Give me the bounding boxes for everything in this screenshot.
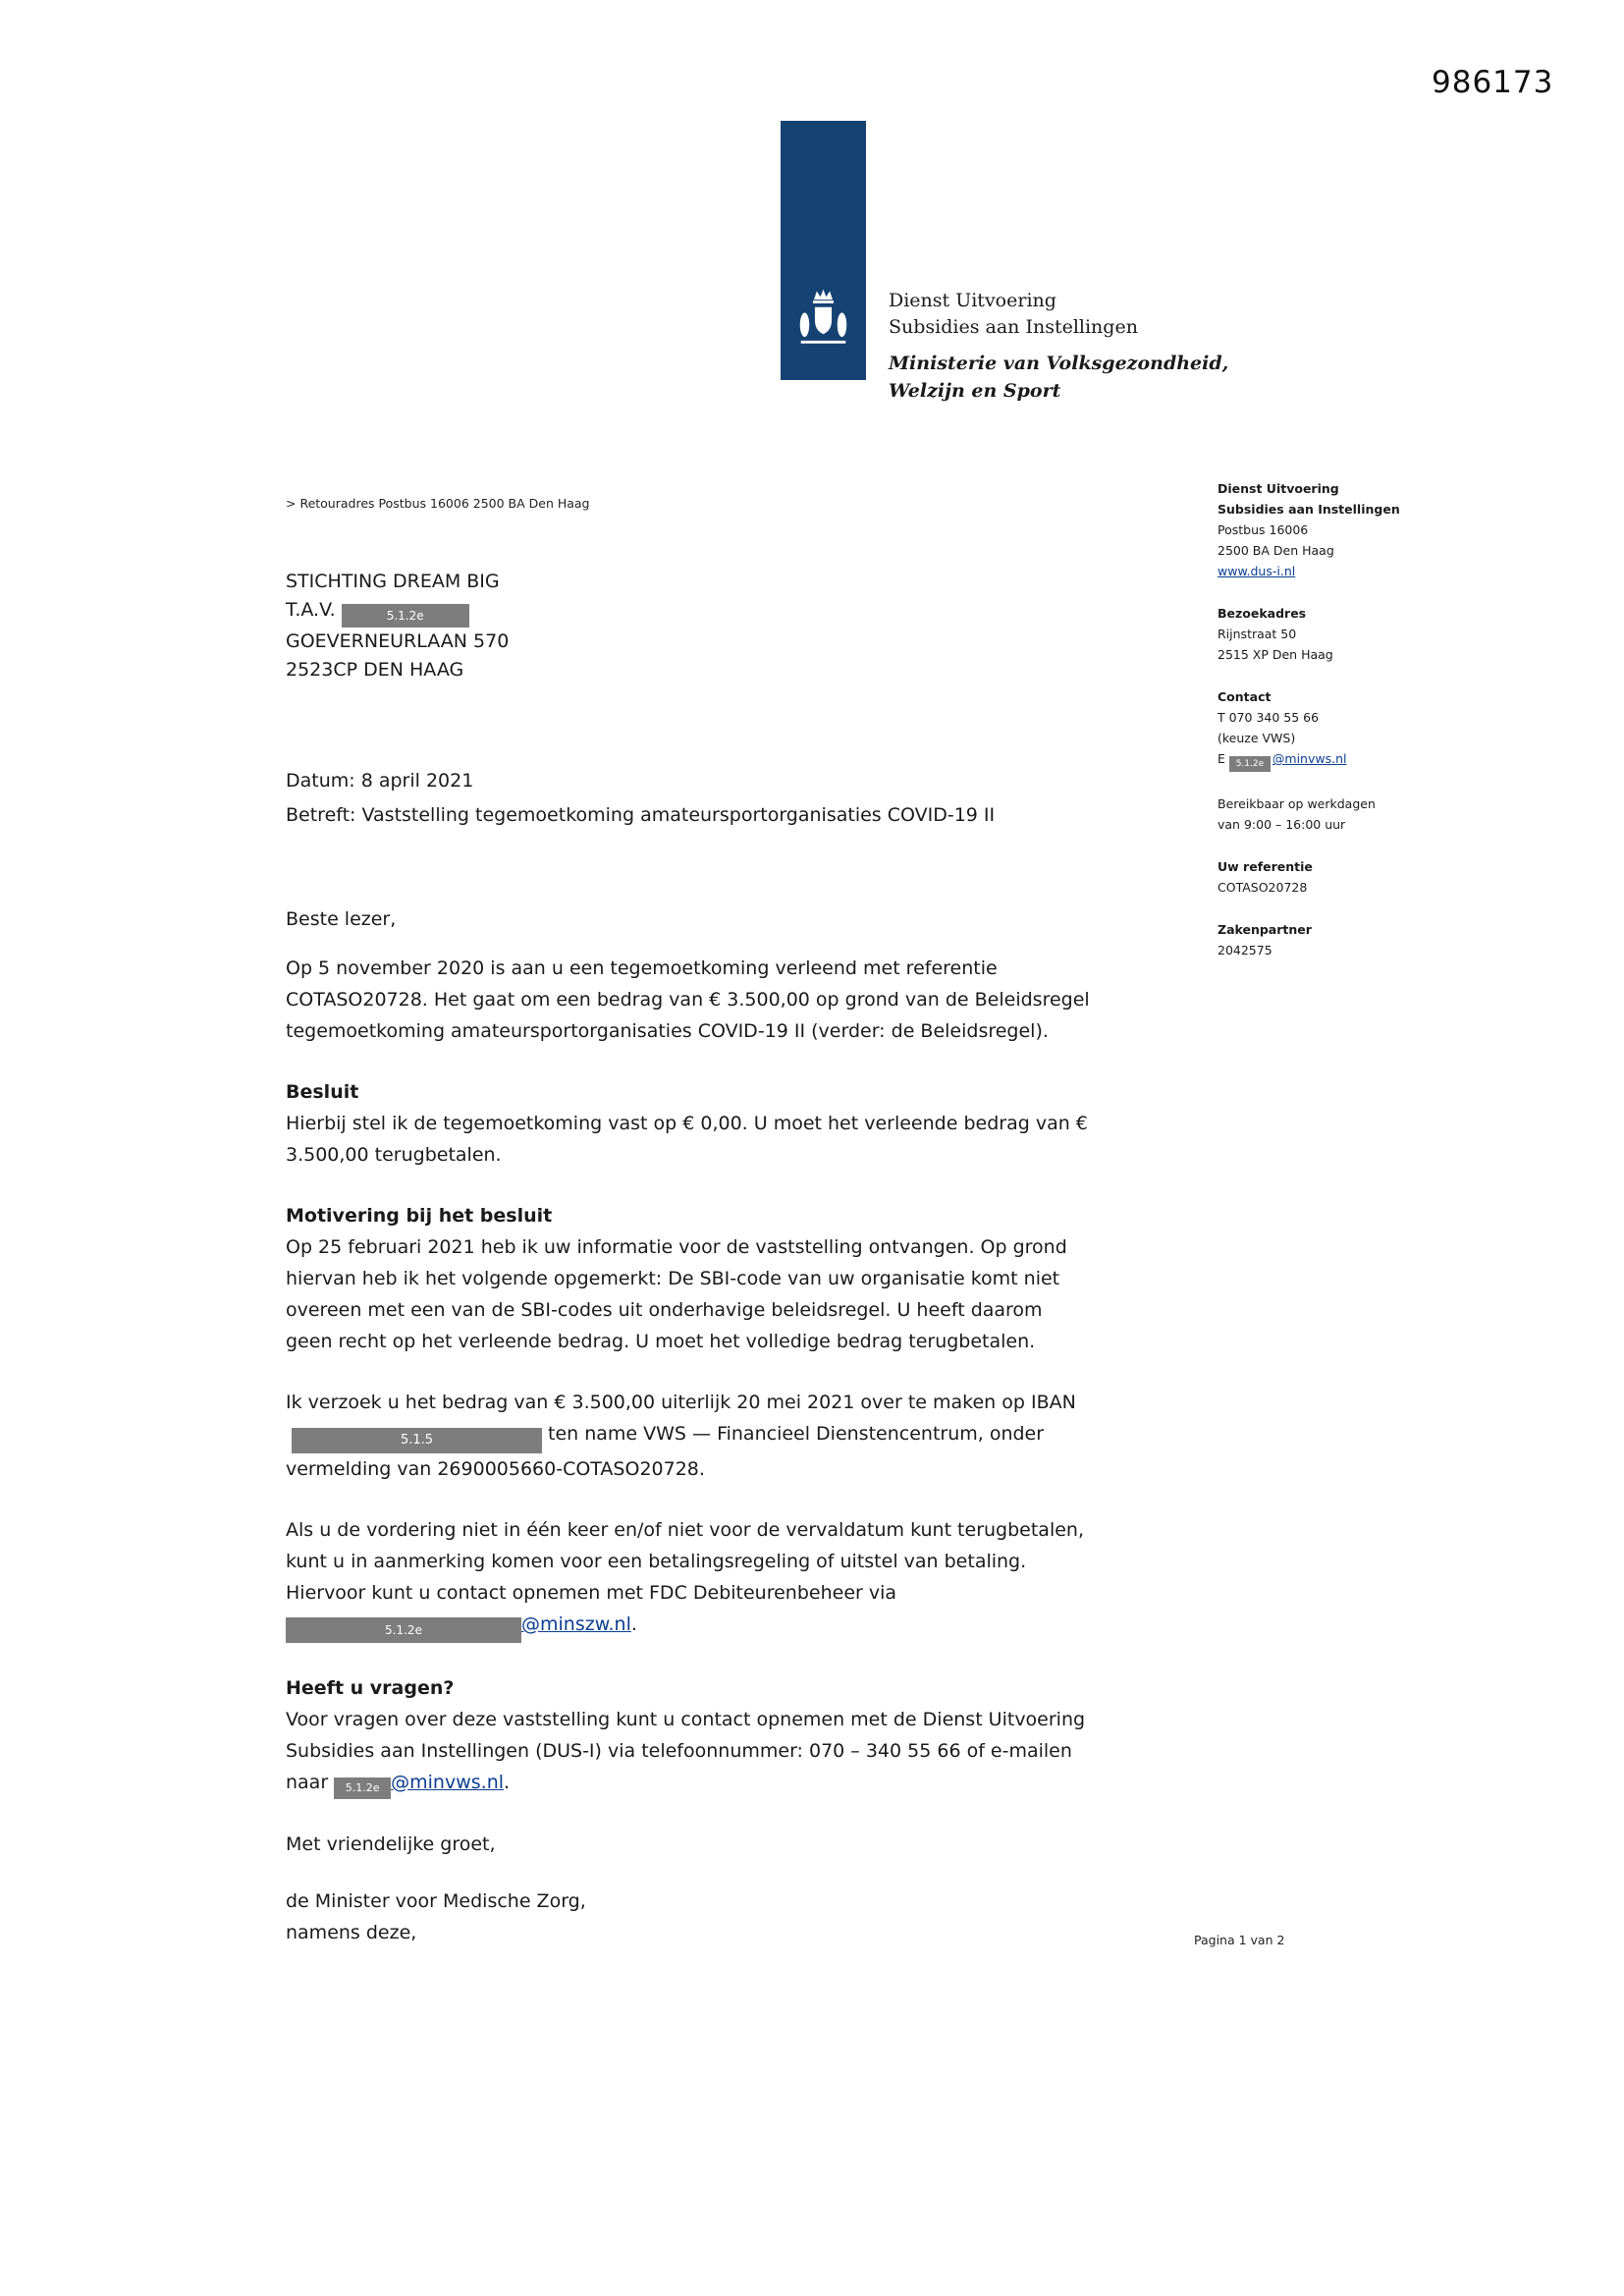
arrangement-period: . xyxy=(630,1613,637,1635)
sidebar-contact-phone-note: (keuze VWS) xyxy=(1218,731,1296,745)
datum-line: Datum: 8 april 2021 xyxy=(286,770,474,792)
sidebar-contact-email-line xyxy=(1218,748,1483,772)
sidebar-referentie-heading: Uw referentie xyxy=(1218,859,1313,874)
signature-line1: de Minister voor Medische Zorg, xyxy=(286,1890,586,1912)
sidebar-referentie-value: COTASO20728 xyxy=(1218,880,1308,895)
payment-text-prefix: Ik verzoek u het bedrag van € 3.500,00 uiterlijk 20 mei 2021 over te maken op IBAN xyxy=(286,1392,1076,1413)
sidebar-bezoekadres-city: 2515 XP Den Haag xyxy=(1218,647,1333,662)
redaction-box: 5.1.2e xyxy=(1229,756,1271,772)
fdc-email-link[interactable]: @minszw.nl xyxy=(521,1613,631,1635)
closing-line: Met vriendelijke groet, xyxy=(286,1833,496,1855)
sidebar-org-city: 2500 BA Den Haag xyxy=(1218,543,1334,558)
sidebar-org-postbus: Postbus 16006 xyxy=(1218,522,1309,537)
arrangement-paragraph xyxy=(286,1514,1091,1643)
logo-org-line1: Dienst Uitvoering xyxy=(889,290,1056,311)
sidebar-bezoekadres-heading: Bezoekadres xyxy=(1218,606,1307,621)
sidebar-availability-group xyxy=(1218,793,1483,835)
sidebar-org-heading-line1: Dienst Uitvoering xyxy=(1218,481,1339,496)
redaction-box: 5.1.5 xyxy=(292,1428,542,1453)
sidebar xyxy=(1218,478,1483,982)
redaction-box: 5.1.2e xyxy=(286,1617,521,1643)
website-link[interactable]: www.dus-i.nl xyxy=(1218,564,1296,578)
besluit-paragraph: Hierbij stel ik de tegemoetkoming vast op € 0,00. U moet het verleende bedrag van € 3.500,00 terugbetalen. xyxy=(286,1113,1088,1166)
logo-text-block xyxy=(889,288,1228,405)
sidebar-availability-line2: van 9:00 – 16:00 uur xyxy=(1218,817,1346,832)
recipient-city: 2523CP DEN HAAG xyxy=(286,659,464,681)
sidebar-contact-email-prefix: E xyxy=(1218,751,1225,766)
arrangement-text-prefix: Als u de vordering niet in één keer en/of niet voor de vervaldatum kunt terugbetalen, kunt u in aanmerking komen voor een betalingsregeling of uitstel van betaling. Hiervoor kunt u contact opnemen met FDC Debiteurenbeheer via xyxy=(286,1519,1085,1604)
recipient-name: STICHTING DREAM BIG xyxy=(286,571,500,592)
sidebar-contact-heading: Contact xyxy=(1218,689,1272,704)
vragen-period: . xyxy=(504,1772,511,1793)
vragen-paragraph xyxy=(286,1704,1091,1799)
besluit-heading: Besluit xyxy=(286,1081,359,1103)
letter-body xyxy=(286,903,1091,1948)
dusi-email-link[interactable]: @minvws.nl xyxy=(391,1772,505,1793)
recipient-address-block xyxy=(286,568,509,684)
sidebar-bezoekadres-group xyxy=(1218,603,1483,665)
vragen-heading: Heeft u vragen? xyxy=(286,1677,455,1699)
letter-meta-block xyxy=(286,764,995,833)
sidebar-referentie-group xyxy=(1218,856,1483,898)
sidebar-org-group xyxy=(1218,478,1483,581)
salutation: Beste lezer, xyxy=(286,908,397,930)
betreft-line: Betreft: Vaststelling tegemoetkoming amateursportorganisaties COVID-19 II xyxy=(286,804,996,826)
page-indicator: Pagina 1 van 2 xyxy=(1194,1933,1285,1947)
signature-line2: namens deze, xyxy=(286,1922,417,1943)
redaction-box: 5.1.2e xyxy=(342,604,469,628)
redaction-box: 5.1.2e xyxy=(334,1777,391,1799)
sidebar-zakenpartner-value: 2042575 xyxy=(1218,943,1272,957)
rijksoverheid-logo-bar xyxy=(781,121,866,380)
sidebar-availability-line1: Bereikbaar op werkdagen xyxy=(1218,796,1376,811)
logo-ministry-line1: Ministerie van Volksgezondheid, xyxy=(889,353,1229,374)
logo-org-line2: Subsidies aan Instellingen xyxy=(889,316,1138,338)
sidebar-zakenpartner-heading: Zakenpartner xyxy=(1218,922,1312,937)
sidebar-contact-phone: T 070 340 55 66 xyxy=(1218,710,1320,725)
payment-text-suffix: ten name VWS — Financieel Dienstencentrum, onder vermelding van 2690005660-COTASO20728. xyxy=(286,1423,1045,1480)
sidebar-org-heading-line2: Subsidies aan Instellingen xyxy=(1218,502,1400,517)
rijksoverheid-emblem-icon xyxy=(795,286,851,355)
motivering-paragraph: Op 25 februari 2021 heb ik uw informatie voor de vaststelling ontvangen. Op grond hiervan heb ik het volgende opgemerkt: De SBI-code van uw organisatie komt niet overeen met een van de SBI-codes uit onderhavige beleidsregel. U heeft daarom geen recht op het verleende bedrag. U moet het volledige bedrag terugbetalen. xyxy=(286,1236,1067,1352)
recipient-attn-line xyxy=(286,596,509,628)
document-number: 986173 xyxy=(1432,65,1554,100)
logo-ministry-line2: Welzijn en Sport xyxy=(889,380,1061,402)
sidebar-zakenpartner-group xyxy=(1218,919,1483,960)
vragen-text-prefix: Voor vragen over deze vaststelling kunt u contact opnemen met de Dienst Uitvoering Subsidies aan Instellingen (DUS-I) via telefoonnummer: 070 – 340 55 66 of e-mailen naar xyxy=(286,1709,1086,1793)
motivering-heading: Motivering bij het besluit xyxy=(286,1205,553,1227)
intro-paragraph: Op 5 november 2020 is aan u een tegemoetkoming verleend met referentie COTASO20728. Het gaat om een bedrag van € 3.500,00 op grond van de Beleidsregel tegemoetkoming amateursportorganisaties COVID-19 II (verder: de Beleidsregel). xyxy=(286,957,1090,1042)
return-address: > Retouradres Postbus 16006 2500 BA Den Haag xyxy=(286,496,590,511)
sidebar-contact-group xyxy=(1218,686,1483,772)
sidebar-email-link[interactable]: @minvws.nl xyxy=(1272,751,1347,766)
payment-paragraph xyxy=(286,1387,1091,1485)
recipient-attn-prefix: T.A.V. xyxy=(286,599,336,621)
sidebar-bezoekadres-street: Rijnstraat 50 xyxy=(1218,627,1297,641)
recipient-street: GOEVERNEURLAAN 570 xyxy=(286,630,510,652)
